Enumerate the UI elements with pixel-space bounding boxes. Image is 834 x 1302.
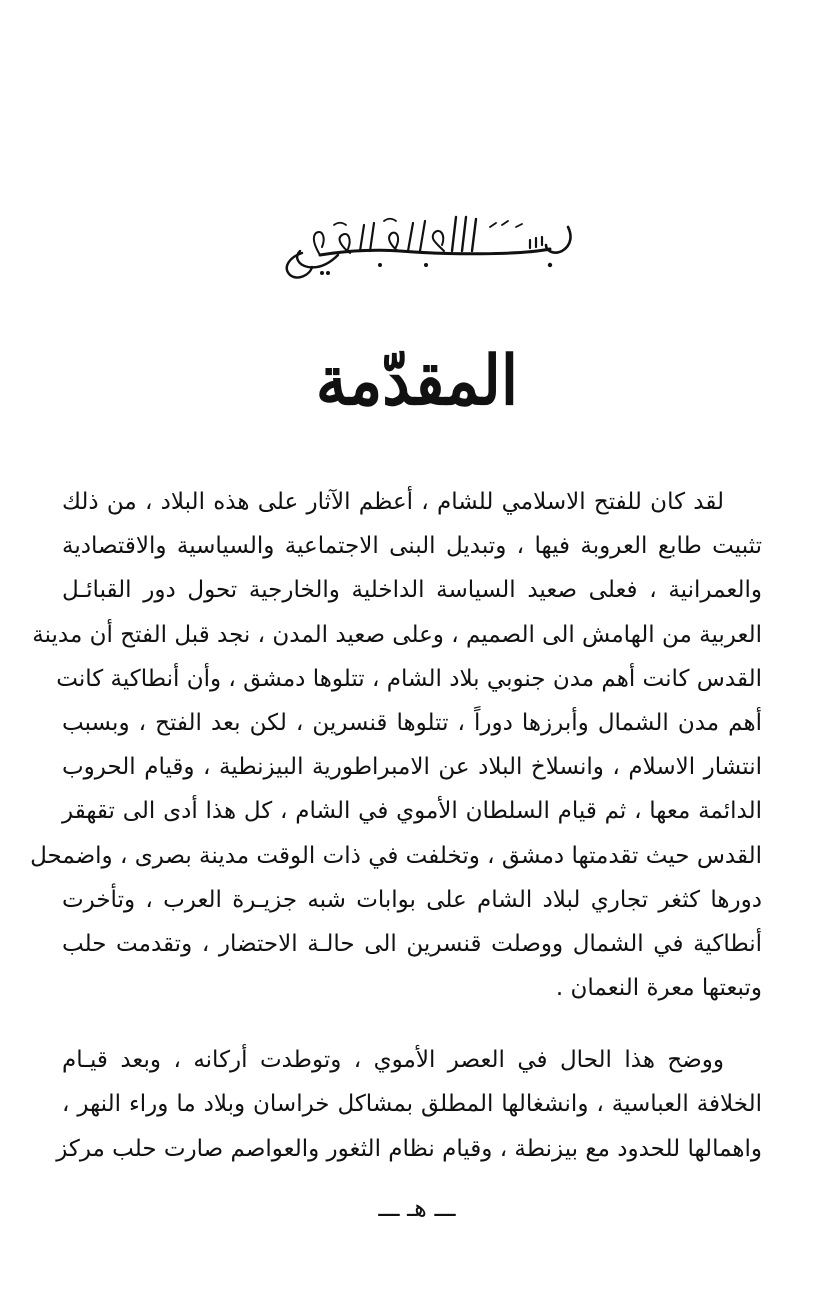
paragraph-spacer	[62, 1010, 762, 1038]
paragraph-1-line: القدس كانت أهم مدن جنوبي بلاد الشام ، تتلوها دمشق ، وأن أنطاكية كانت	[56, 665, 762, 692]
paragraph-1-line: أنطاكية في الشمال ووصلت قنسرين الى حالـة الاحتضار ، وتقدمت حلب	[62, 930, 762, 957]
paragraph-1-line: القدس حيث تقدمتها دمشق ، وتخلفت في ذات الوقت مدينة بصرى ، واضمحل	[30, 842, 762, 869]
paragraph-2-line: الخلافة العباسية ، وانشغالها المطلق بمشاكل خراسان وبلاد ما وراء النهر ،	[62, 1091, 762, 1118]
paragraph-2-line: ووضح هذا الحال في العصر الأموي ، وتوطدت أركانه ، وبعد قيـام	[62, 1047, 724, 1074]
paragraph-1-line: أهم مدن الشمال وأبرزها دوراً ، تتلوها قنسرين ، لكن بعد الفتح ، وبسبب	[62, 709, 762, 736]
paragraph-1-line: دورها كثغر تجاري لبلاد الشام على بوابات شبه جزيـرة العرب ، وتأخرت	[62, 886, 762, 913]
paragraph-1-line: وتبعتها معرة النعمان .	[555, 975, 762, 1002]
paragraph-1-line: تثبيت طابع العروبة فيها ، وتبديل البنى الاجتماعية والسياسية والاقتصادية	[62, 533, 762, 560]
paragraph-1-line: العربية من الهامش الى الصميم ، وعلى صعيد المدن ، نجد قبل الفتح أن مدينة	[32, 621, 762, 648]
paragraph-1-line: والعمرانية ، فعلى صعيد السياسة الداخلية والخارجية تحول دور القبائـل	[62, 577, 762, 604]
basmala-calligraphy-icon	[250, 205, 590, 283]
basmala-calligraphy	[250, 205, 590, 283]
paragraph-1-line: انتشار الاسلام ، وانسلاخ البلاد عن الامبراطورية البيزنطية ، وقيام الحروب	[62, 754, 762, 781]
page-title	[0, 340, 834, 421]
paragraph-2-line: واهمالها للحدود مع بيزنطة ، وقيام نظام الثغور والعواصم صارت حلب مركز	[56, 1135, 762, 1162]
page-number: ـــ هـ ـــ	[378, 1194, 456, 1222]
paragraph-1-line: لقد كان للفتح الاسلامي للشام ، أعظم الآثار على هذه البلاد ، من ذلك	[62, 489, 724, 515]
body-text	[30, 480, 762, 1171]
paragraph-1-line: الدائمة معها ، ثم قيام السلطان الأموي في الشام ، كل هذا أدى الى تقهقر	[62, 798, 762, 825]
page-title-text: المقدّمة	[315, 340, 519, 421]
